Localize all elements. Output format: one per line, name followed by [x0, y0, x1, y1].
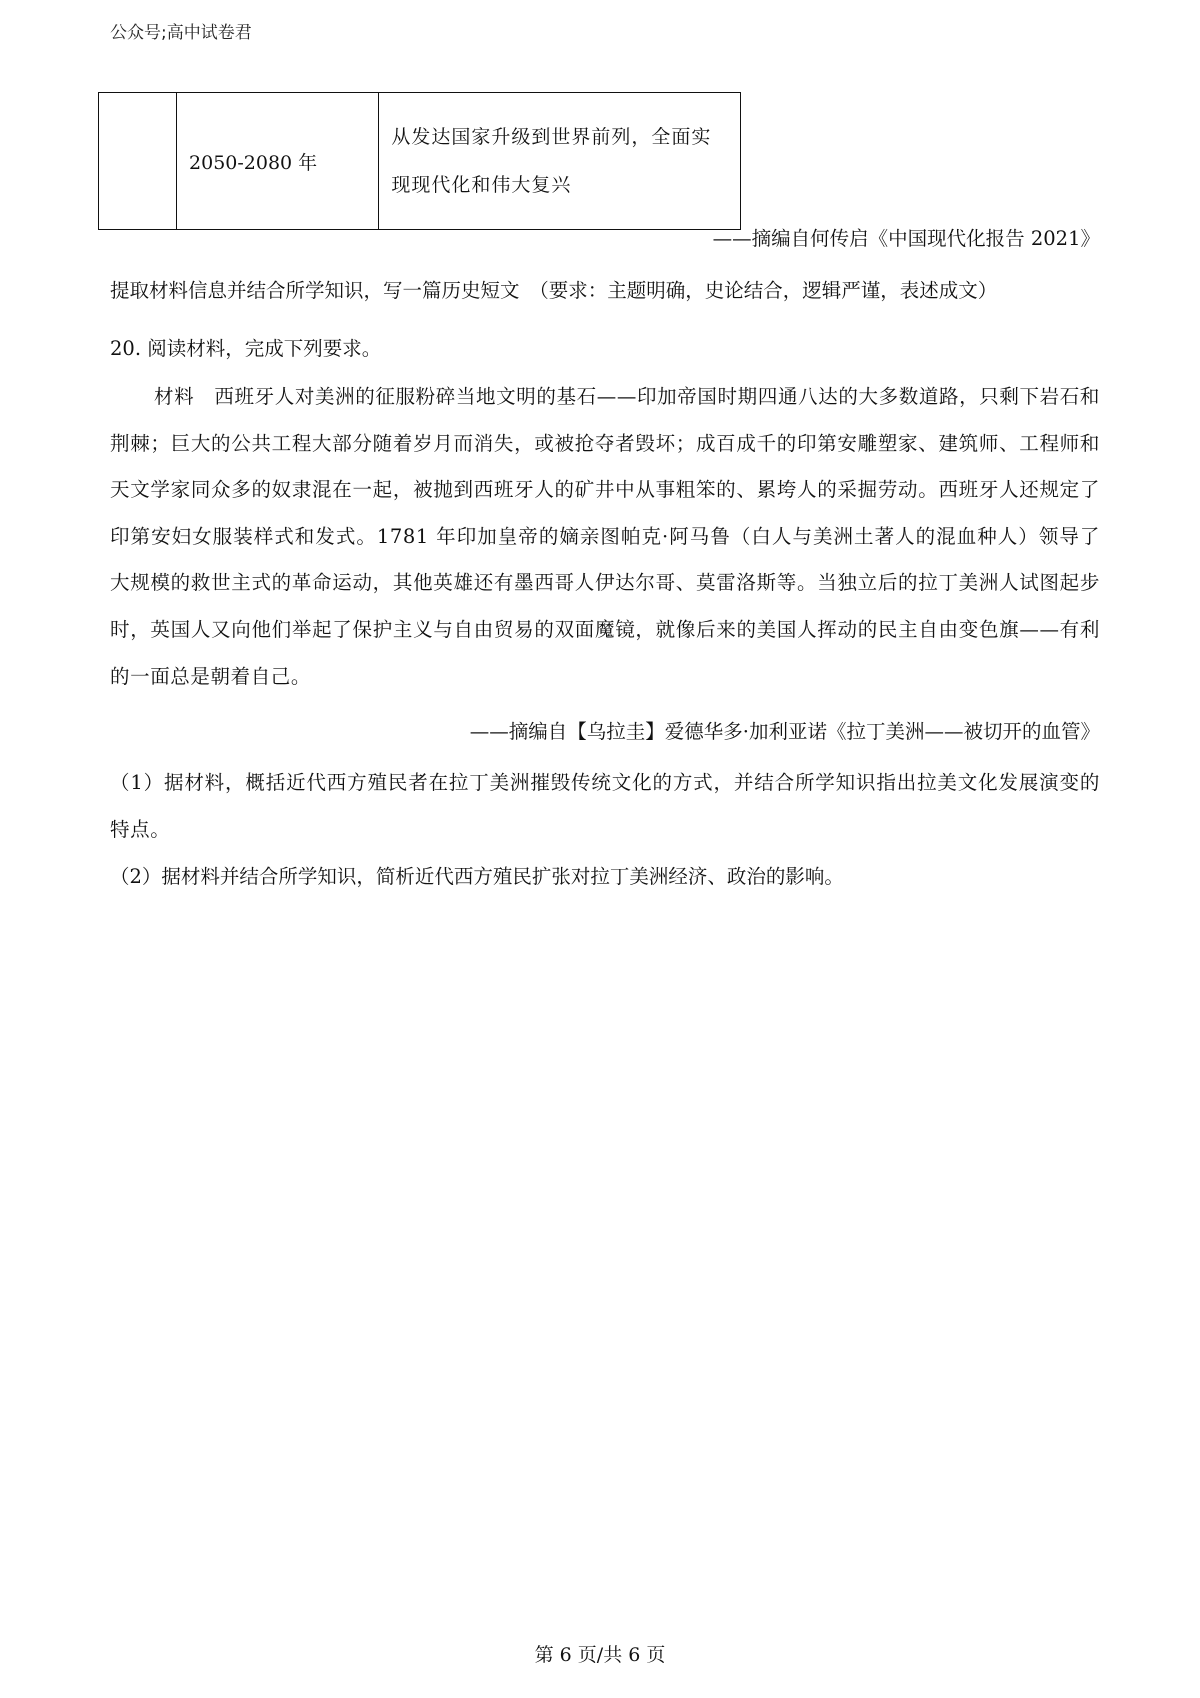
sub-question-2: （2）据材料并结合所学知识，简析近代西方殖民扩张对拉丁美洲经济、政治的影响。: [110, 865, 844, 888]
table-cell-goal: 从发达国家升级到世界前列，全面实现现代化和伟大复兴: [379, 93, 741, 230]
table-cell-empty: [99, 93, 177, 230]
table-row: [99, 93, 741, 230]
source-citation-2: ——摘编自【乌拉圭】爱德华多·加利亚诺《拉丁美洲——被切开的血管》: [469, 720, 1100, 743]
table-cell-period: 2050-2080 年: [177, 93, 379, 230]
question-19-task: 提取材料信息并结合所学知识，写一篇历史短文 （要求：主题明确，史论结合，逻辑严谨，表述成文）: [110, 279, 998, 302]
source-citation-1: ——摘编自何传启《中国现代化报告 2021》: [712, 227, 1100, 250]
page-footer: 第 6 页/共 6 页: [534, 1644, 666, 1666]
material-label: 材料: [154, 385, 195, 408]
timeline-table: [98, 92, 741, 230]
material-text: 西班牙人对美洲的征服粉碎当地文明的基石——印加帝国时期四通八达的大多数道路，只剩下岩石和荆棘；巨大的公共工程大部分随着岁月而消失，或被抢夺者毁坏；成百成千的印第安雕塑家、建筑师、工程师和天文学家同众多的奴隶混在一起，被抛到西班牙人的矿井中从事粗笨的、累垮人的采掘劳动。西班牙人还规定了印第安妇女服装样式和发式。1781 年印加皇帝的嫡亲图帕克·阿马鲁（白人与美洲土著人的混血种人）领导了大规模的救世主式的革命运动，其他英雄还有墨西哥人伊达尔哥、莫雷洛斯等。当独立后的拉丁美洲人试图起步时，英国人又向他们举起了保护主义与自由贸易的双面魔镜，就像后来的美国人挥动的民主自由变色旗——有利的一面总是朝着自己。: [110, 385, 1100, 688]
material-paragraph: [110, 374, 1100, 700]
question-20-heading: 20. 阅读材料，完成下列要求。: [110, 337, 382, 360]
watermark-text: 公众号;高中试卷君: [110, 23, 252, 43]
sub-question-1: （1）据材料，概括近代西方殖民者在拉丁美洲摧毁传统文化的方式，并结合所学知识指出拉美文化发展演变的特点。: [110, 771, 1100, 841]
